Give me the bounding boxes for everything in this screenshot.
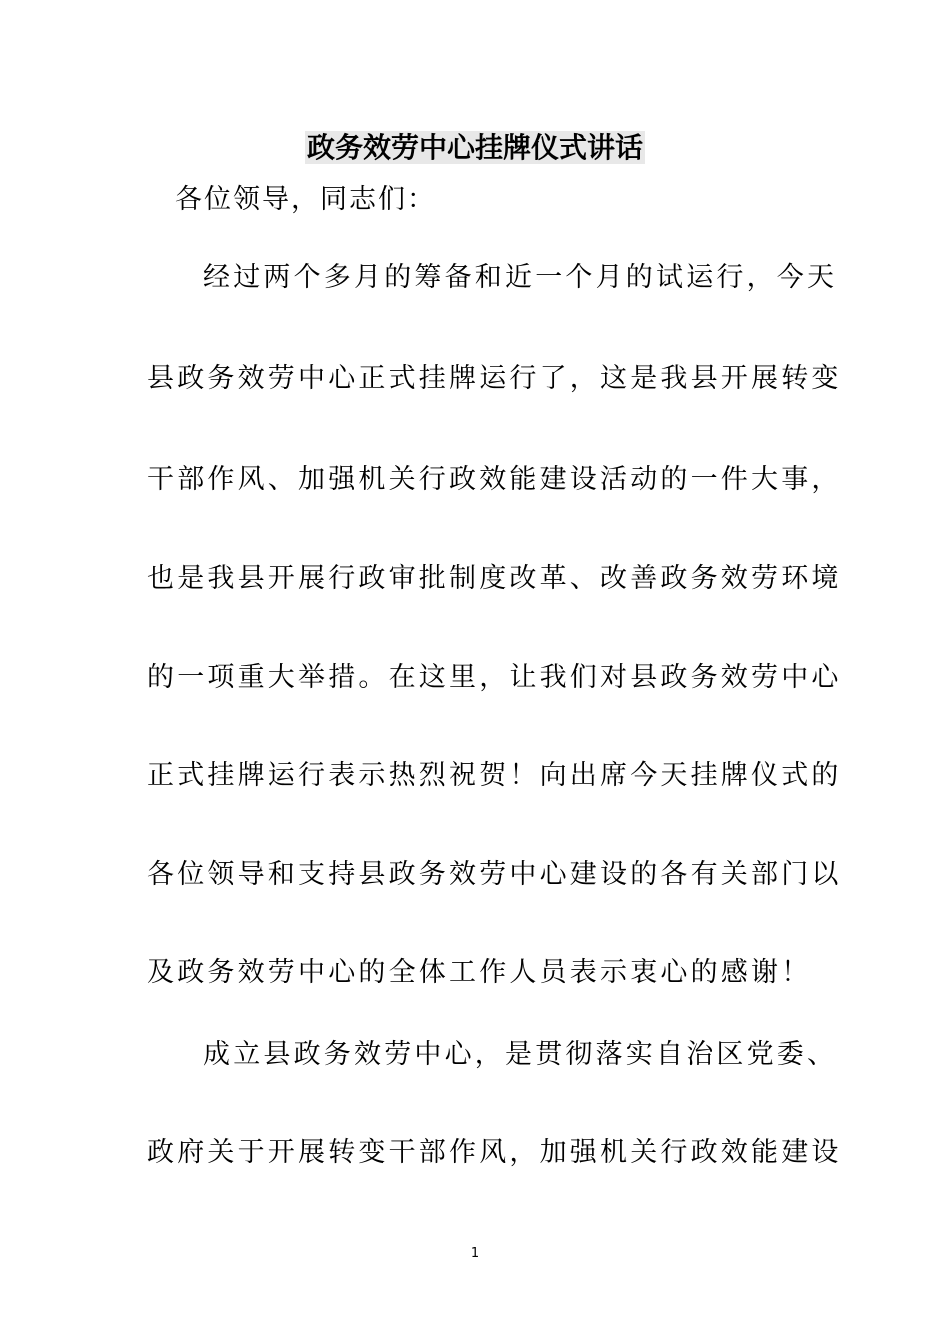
paragraph-1-line-6: 正式挂牌运行表示热烈祝贺！向出席今天挂牌仪式的 (147, 760, 842, 791)
paragraph-1-line-1: 经过两个多月的筹备和近一个月的试运行，今天 (203, 262, 838, 293)
paragraph-1-line-4: 也是我县开展行政审批制度改革、改善政务效劳环境 (147, 563, 842, 594)
paragraph-1-line-5: 的一项重大举措。在这里，让我们对县政务效劳中心 (147, 662, 842, 693)
paragraph-1-line-2: 县政务效劳中心正式挂牌运行了，这是我县开展转变 (147, 363, 842, 394)
page-number: 1 (470, 1246, 480, 1261)
salutation: 各位领导，同志们： (175, 184, 436, 215)
paragraph-1-line-3: 干部作风、加强机关行政效能建设活动的一件大事， (147, 464, 842, 495)
document-title-text: 政务效劳中心挂牌仪式讲话 (306, 131, 643, 164)
paragraph-1-line-8: 及政务效劳中心的全体工作人员表示衷心的感谢！ (147, 957, 812, 988)
paragraph-1-line-7: 各位领导和支持县政务效劳中心建设的各有关部门以 (147, 859, 842, 890)
document-title (0, 128, 950, 168)
paragraph-2-line-2: 政府关于开展转变干部作风，加强机关行政效能建设 (147, 1137, 842, 1168)
paragraph-2-line-1: 成立县政务效劳中心，是贯彻落实自治区党委、 (203, 1039, 838, 1070)
